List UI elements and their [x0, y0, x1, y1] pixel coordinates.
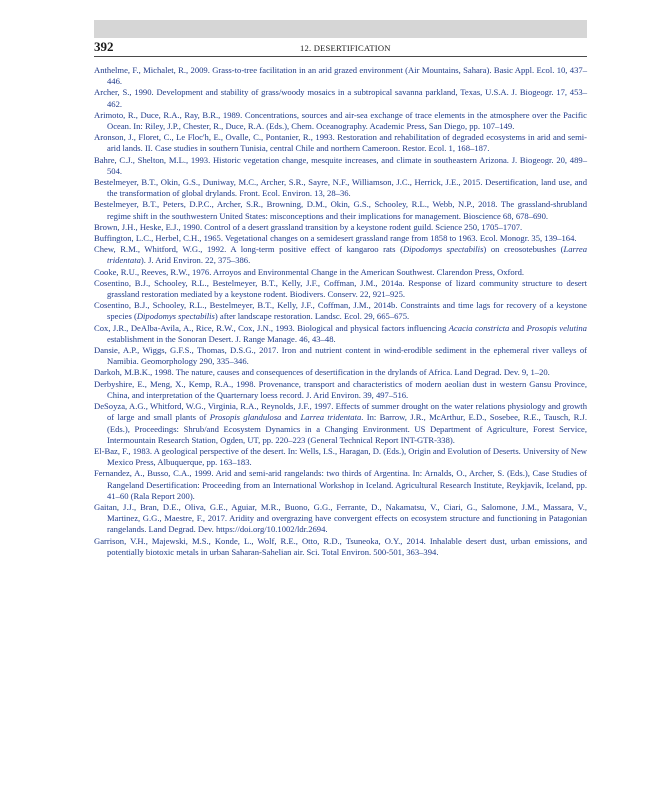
reference-text: El-Baz, F., 1983. A geological perspective of the desert. In: Wells, I.S., Haragan, D. (Eds.), Origin and Evolution of Deserts. University of New Mexico Press, Albuquerque, pp. 163–183.	[94, 445, 587, 468]
reference-entry	[94, 345, 587, 367]
reference-species-name: Prosopis velutina	[526, 322, 587, 333]
reference-species-name: Dipodomys spectabilis	[136, 311, 215, 322]
reference-entry	[94, 401, 587, 446]
reference-text: Cosentino, B.J., Schooley, R.L., Bestelmeyer, B.T., Kelly, J.F., Coffman, J.M., 2014a. Response of lizard community structure to desert grassland restoration mediated by a keystone rodent. Biodivers. Conserv. 22, 921–925.	[94, 277, 587, 300]
reference-entry	[94, 132, 587, 154]
reference-text: Buffington, L.C., Herbel, C.H., 1965. Vegetational changes on a semidesert grassland range from 1858 to 1963. Ecol. Monogr. 35, 139–164.	[94, 233, 577, 244]
reference-text: Dansie, A.P., Wiggs, G.F.S., Thomas, D.S.G., 2017. Iron and nutrient content in wind-erodible sediment in the ephemeral river valleys of Namibia. Geomorphology 290, 335–346.	[94, 345, 587, 367]
reference-entry	[94, 468, 587, 502]
reference-text: Chew, R.M., Whitford, W.G., 1992. A long-term positive effect of kangaroo rats (	[94, 244, 403, 255]
reference-entry	[94, 323, 587, 345]
reference-text: Arimoto, R., Duce, R.A., Ray, B.R., 1989. Concentrations, sources and air-sea exchange of trace elements in the atmosphere over the Pacific Ocean. In: Riley, J.P., Chester, R., Duce, R.A. (Eds.), Chem. Oceanography. Academic Press, San Diego, pp. 107–149.	[94, 109, 587, 132]
reference-entry	[94, 199, 587, 221]
reference-text: Aronson, J., Floret, C., Le Floc'h, E., Ovalle, C., Pontanier, R., 1993. Restoration and rehabilitation of degraded ecosystems in arid and semi-arid lands. II. Case studies in southern Tunisia, central Chile and northern Cameroon. Restor. Ecol. 1, 168–187.	[94, 132, 587, 154]
reference-entry	[94, 65, 587, 87]
reference-species-name: Acacia constricta	[448, 322, 510, 333]
reference-entry	[94, 233, 587, 244]
reference-text: and	[509, 322, 527, 333]
reference-entry	[94, 502, 587, 536]
reference-species-name: Larrea tridentata	[107, 244, 587, 266]
page-number: 392	[94, 39, 114, 54]
reference-species-name: Dipodomys spectabilis	[402, 244, 484, 255]
reference-text: Darkoh, M.B.K., 1998. The nature, causes and consequences of desertification in the drylands of Africa. Land Degrad. Dev. 9, 1–20.	[94, 367, 550, 378]
reference-text: Bestelmeyer, B.T., Peters, D.P.C., Archer, S.R., Browning, D.M., Okin, G.S., Schooley, R.L., Webb, N.P., 2018. The grassland-shrubland regime shift in the southwestern United States: misconceptions and their implications for management. Bioscience 68, 678–690.	[94, 199, 587, 221]
reference-text: DeSoyza, A.G., Whitford, W.G., Virginia, R.A., Reynolds, J.F., 1997. Effects of summer drought on the water relations physiology and growth of large and small plants of	[94, 401, 587, 423]
reference-text: Cox, J.R., DeAlba-Avila, A., Rice, R.W., Cox, J.N., 1993. Biological and physical factors influencing	[94, 322, 449, 333]
reference-text: Cosentino, B.J., Schooley, R.L., Bestelmeyer, B.T., Kelly, J.F., Coffman, J.M., 2014b. Constraints and time lags for recovery of a keystone species (	[94, 300, 587, 322]
reference-text: Brown, J.H., Heske, E.J., 1990. Control of a desert grassland transition by a keystone rodent guild. Science 250, 1705–1707.	[94, 221, 523, 232]
reference-text: Bestelmeyer, B.T., Okin, G.S., Duniway, M.C., Archer, S.R., Sayre, N.F., Williamson, J.C., Herrick, J.E., 2015. Desertification, land use, and the transformation of global drylands. Front. Ecol. Environ. 13, 28–36.	[94, 177, 587, 199]
reference-entry	[94, 110, 587, 132]
reference-text: Garrison, V.H., Majewski, M.S., Konde, L., Wolf, R.E., Otto, R.D., Tsuneoka, O.Y., 2014. Inhalable desert dust, urban emissions, and potentially biotoxic metals in urban Saharan-Sahelian air. Sci. Total Environ. 500-501, 363–394.	[94, 535, 587, 557]
reference-text: Gaitan, J.J., Bran, D.E., Oliva, G.E., Aguiar, M.R., Buono, G.G., Ferrante, D., Nakamatsu, V., Ciari, G., Salomone, J.M., Massara, V., Martinez, G.G., Maestre, F., 2017. Aridity and overgrazing have convergent effects on ecosystem structure and functioning in Patagonian rangelands. Land Degrad. Dev. https://doi.org/10.1002/ldr.2694.	[94, 501, 587, 535]
reference-text: Archer, S., 1990. Development and stability of grass/woody mosaics in a subtropical savanna parkland, Texas, U.S.A. J. Biogeogr. 17, 453–462.	[94, 87, 587, 109]
reference-text: ). J. Arid Environ. 22, 375–386.	[140, 255, 251, 266]
reference-text: Derbyshire, E., Meng, X., Kemp, R.A., 1998. Provenance, transport and characteristics of modern aeolian dust in western Gansu Province, China, and interpretation of the Quarternary loess record. J. Arid Environ. 39, 497–516.	[94, 378, 587, 400]
header-band	[94, 20, 587, 38]
reference-text: Bahre, C.J., Shelton, M.L., 1993. Historic vegetation change, mesquite increases, and climate in southeastern Arizona. J. Biogeogr. 20, 489–504.	[94, 154, 587, 176]
chapter-title: 12. DESERTIFICATION	[300, 43, 391, 53]
reference-entry	[94, 155, 587, 177]
reference-list	[94, 65, 587, 558]
reference-text: Anthelme, F., Michalet, R., 2009. Grass-to-tree facilitation in an arid grazed environment (Air Mountains, Sahara). Basic Appl. Ecol. 10, 437–446.	[94, 65, 587, 87]
reference-entry	[94, 177, 587, 199]
reference-entry	[94, 87, 587, 109]
reference-entry	[94, 244, 587, 266]
reference-text: Fernandez, A., Busso, C.A., 1999. Arid and semi-arid rangelands: two thirds of Argentina. In: Arnalds, O., Archer, S. (Eds.), Case Studies of Rangeland Desertification: Proceeding from an International Workshop in Iceland. Agricultural Research Institute, Reykjavik, Iceland, pp. 41–60 (Rala Report 200).	[94, 468, 587, 501]
reference-entry	[94, 300, 587, 322]
reference-entry	[94, 379, 587, 401]
reference-entry	[94, 367, 587, 378]
reference-entry	[94, 446, 587, 468]
reference-text: establishment in the Sonoran Desert. J. Range Manage. 46, 43–48.	[107, 333, 336, 344]
reference-entry	[94, 536, 587, 558]
reference-entry	[94, 267, 587, 278]
reference-text: Cooke, R.U., Reeves, R.W., 1976. Arroyos and Environmental Change in the American Southwest. Clarendon Press, Oxford.	[94, 266, 525, 277]
reference-entry	[94, 222, 587, 233]
reference-species-name: Larrea tridentata	[300, 412, 362, 423]
reference-text: and	[281, 412, 301, 423]
reference-text: ) on creosotebushes (	[483, 244, 564, 255]
reference-text: . In: Barrow, J.R., McArthur, E.D., Sosebee, R.E., Tausch, R.J. (Eds.), Proceedings: Shrub/and Ecosystem Dynamics in a Changing Environment. US Department of Agriculture, Forest Service, Intermountain Research Station, Ogden, UT, pp. 220–223 (General Technical Report INT-GTR-338).	[107, 412, 587, 445]
reference-species-name: Prosopis glandulosa	[209, 412, 282, 423]
reference-text: ) after landscape restoration. Landsc. Ecol. 29, 665–675.	[214, 311, 410, 322]
reference-entry	[94, 278, 587, 300]
